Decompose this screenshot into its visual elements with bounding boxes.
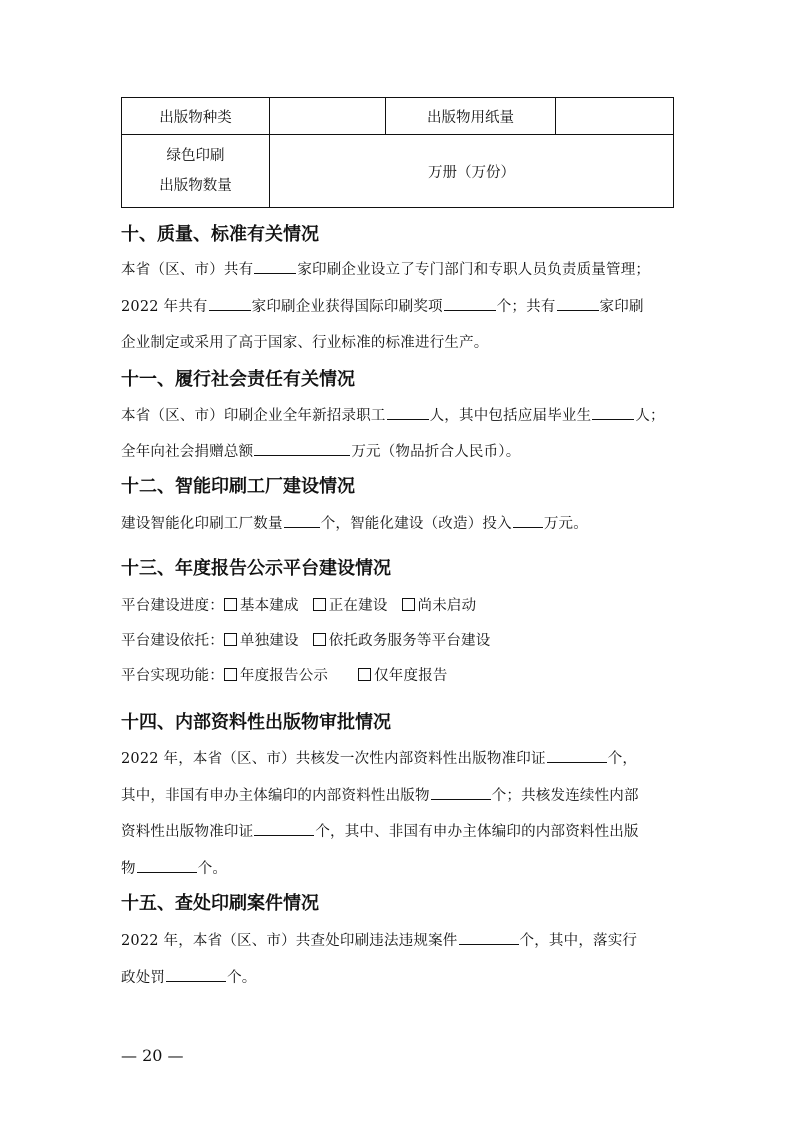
- quantity-unit: 万册（万份）: [428, 164, 515, 181]
- checkbox-icon[interactable]: [402, 598, 415, 611]
- blank-field[interactable]: [284, 514, 320, 528]
- section-12-title: 十二、智能印刷工厂建设情况: [121, 476, 355, 497]
- blank-field[interactable]: [459, 931, 519, 945]
- text: 万元。: [543, 516, 588, 532]
- section-12-line-1: [121, 512, 588, 533]
- section-11-title: 十一、履行社会责任有关情况: [121, 369, 355, 390]
- section-14-line-1: [121, 747, 637, 768]
- section-11-line-2: [121, 440, 520, 461]
- section-15-line-1: [121, 929, 637, 950]
- blank-field[interactable]: [547, 749, 607, 763]
- green-printing-label-line2: 出版物数量: [159, 178, 232, 194]
- option-label: 基本建成: [239, 598, 299, 614]
- blank-field[interactable]: [254, 260, 296, 274]
- text: 建设智能化印刷工厂数量: [121, 516, 283, 532]
- checkbox-icon[interactable]: [313, 633, 326, 646]
- option-not-started[interactable]: [402, 594, 477, 615]
- publication-type-field[interactable]: [270, 98, 386, 135]
- green-printing-quantity-field[interactable]: [270, 135, 674, 208]
- platform-progress-row: [121, 594, 490, 615]
- text: 2022 年，本省（区、市）共核发一次性内部资料性出版物准印证: [121, 751, 546, 767]
- checkbox-icon[interactable]: [358, 668, 371, 681]
- option-label: 依托政务服务等平台建设: [328, 633, 491, 649]
- text: 2022 年共有: [121, 299, 208, 315]
- option-basically-complete[interactable]: [224, 594, 299, 615]
- green-printing-label-line1: 绿色印刷: [166, 148, 225, 164]
- text: 本省（区、市）印刷企业全年新招录职工: [121, 408, 386, 424]
- function-label: 平台实现功能：: [121, 668, 224, 684]
- section-14-line-3: [121, 820, 639, 841]
- paper-usage-label: 出版物用纸量: [386, 98, 556, 135]
- text: 个，: [607, 751, 638, 767]
- blank-field[interactable]: [209, 297, 251, 311]
- text: 万元（物品折合人民币）。: [351, 444, 521, 460]
- text: 资料性出版物准印证: [121, 824, 254, 840]
- text: 人；: [635, 408, 665, 424]
- checkbox-icon[interactable]: [313, 598, 326, 611]
- option-standalone[interactable]: [224, 629, 299, 650]
- section-14-line-2: [121, 784, 639, 805]
- text: 个，其中，落实行: [519, 933, 638, 949]
- blank-field[interactable]: [254, 442, 350, 456]
- checkbox-icon[interactable]: [224, 668, 237, 681]
- option-label: 尚未启动: [417, 598, 477, 614]
- text: 本省（区、市）共有: [121, 262, 254, 278]
- option-under-construction[interactable]: [313, 594, 388, 615]
- section-13-title: 十三、年度报告公示平台建设情况: [121, 558, 391, 579]
- green-printing-label: [122, 135, 270, 208]
- progress-label: 平台建设进度：: [121, 598, 224, 614]
- blank-field[interactable]: [254, 822, 314, 836]
- checkbox-icon[interactable]: [224, 633, 237, 646]
- basis-label: 平台建设依托：: [121, 633, 224, 649]
- blank-field[interactable]: [557, 297, 599, 311]
- text: 家印刷企业获得国际印刷奖项: [251, 299, 443, 315]
- text: 个；共有: [496, 299, 556, 315]
- section-10-line-2: [121, 295, 644, 316]
- blank-field[interactable]: [513, 514, 543, 528]
- option-label: 仅年度报告: [374, 668, 448, 684]
- text: 全年向社会捐赠总额: [121, 444, 254, 460]
- text: 个。: [227, 970, 257, 986]
- blank-field[interactable]: [444, 297, 496, 311]
- checkbox-icon[interactable]: [224, 598, 237, 611]
- section-15-line-2: [121, 966, 257, 987]
- text: 个；共核发连续性内部: [491, 788, 639, 804]
- option-label: 年度报告公示: [239, 668, 329, 684]
- section-10-line-1: [121, 258, 650, 279]
- section-15-title: 十五、查处印刷案件情况: [121, 893, 319, 914]
- option-gov-platform[interactable]: [313, 629, 491, 650]
- publication-stats-table: [121, 97, 674, 208]
- option-annual-report-only[interactable]: [358, 664, 448, 685]
- blank-field[interactable]: [166, 968, 226, 982]
- option-label: 单独建设: [239, 633, 299, 649]
- text: 个，其中、非国有申办主体编印的内部资料性出版: [315, 824, 639, 840]
- text: 其中，非国有申办主体编印的内部资料性出版物: [121, 788, 430, 804]
- section-11-line-1: [121, 404, 665, 425]
- publication-type-label: 出版物种类: [122, 98, 270, 135]
- blank-field[interactable]: [592, 406, 634, 420]
- blank-field[interactable]: [387, 406, 429, 420]
- text: 政处罚: [121, 970, 166, 986]
- section-14-line-4: [121, 857, 227, 878]
- section-14-title: 十四、内部资料性出版物审批情况: [121, 712, 391, 733]
- blank-field[interactable]: [137, 859, 197, 873]
- option-label: 正在建设: [328, 598, 388, 614]
- text: 个。: [197, 861, 228, 877]
- text: 家印刷企业设立了专门部门和专职人员负责质量管理；: [297, 262, 651, 278]
- platform-function-row: [121, 664, 462, 685]
- section-10-title: 十、质量、标准有关情况: [121, 224, 319, 245]
- option-annual-report-disclosure[interactable]: [224, 664, 328, 685]
- paper-usage-field[interactable]: [556, 98, 674, 135]
- section-10-line-3: 企业制定或采用了高于国家、行业标准的标准进行生产。: [121, 335, 489, 351]
- text: 个，智能化建设（改造）投入: [320, 516, 512, 532]
- text: 2022 年，本省（区、市）共查处印刷违法违规案件: [121, 933, 458, 949]
- text: 物: [121, 861, 136, 877]
- text: 家印刷: [599, 299, 644, 315]
- blank-field[interactable]: [431, 786, 491, 800]
- text: 人，其中包括应届毕业生: [429, 408, 592, 424]
- platform-basis-row: [121, 629, 504, 650]
- page-number: — 20 —: [121, 1046, 184, 1065]
